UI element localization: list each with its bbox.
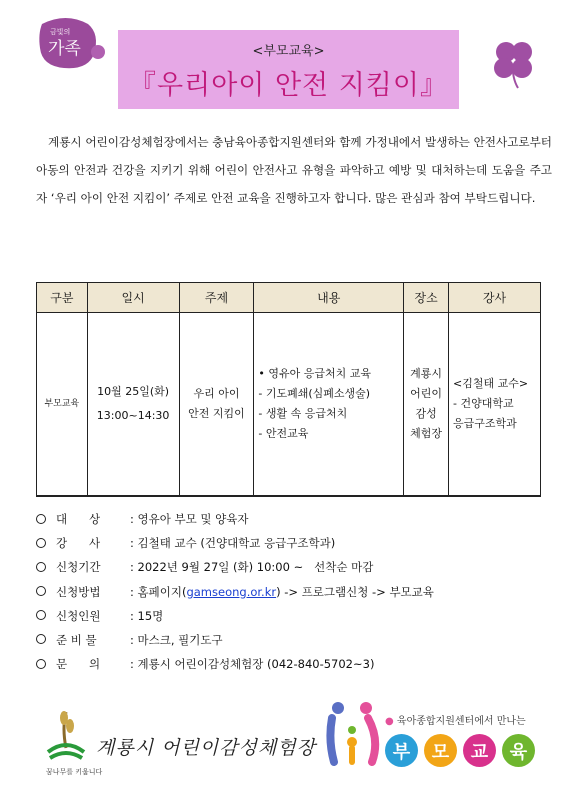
table-header-row	[37, 283, 541, 313]
place-line: 계룡시	[410, 367, 443, 380]
info-label: 신청인원	[56, 608, 101, 623]
info-value: : 김철태 교수 (건양대학교 응급구조학과)	[130, 536, 336, 551]
badge-yuk: 육	[502, 734, 535, 767]
date-text: 10월 25일(화)	[97, 385, 170, 398]
schedule-table	[36, 282, 541, 497]
info-value: : 계룡시 어린이감성체험장 (042-840-5702~3)	[130, 657, 375, 672]
info-label: 문 의	[56, 657, 101, 672]
cell-lecturer	[449, 313, 541, 497]
bullet-circle-icon	[36, 538, 46, 548]
info-value: : 영유아 부모 및 양육자	[130, 512, 249, 526]
title-subtitle: <부모교육>	[252, 44, 325, 59]
sun-icon: ●	[385, 716, 394, 727]
info-list	[36, 507, 434, 676]
content-line: - 기도폐쇄(심폐소생술)	[258, 387, 371, 400]
info-capacity	[36, 604, 434, 628]
info-value: : 2022년 9월 27일 (화) 10:00 ~ 선착순 마감	[130, 560, 374, 575]
intro-text	[36, 128, 552, 212]
intro-paragraph: 계룡시 어린이감성체험장에서는 충남육아종합지원센터와 함께 가정내에서 발생하는 안전사고로부터 아동의 안전과 건강을 지키기 위해 어린이 안전사고 유형을 파악하고 예방 및 대처하는데 도움을 주고자 ‘우리 아이 안전 지킴이’ 주제로 안전 교육을 진행하고자 합니다. 많은 관심과 참여 부탁드립니다.	[36, 135, 552, 205]
bullet-circle-icon	[36, 586, 46, 596]
badge-bu: 부	[385, 734, 418, 767]
info-method	[36, 580, 434, 604]
info-value: : 마스크, 필기도구	[130, 632, 223, 647]
center-slogan: 꿈나무를 키웁니다	[46, 768, 103, 776]
info-lecturer	[36, 531, 434, 555]
header-category: 구분	[37, 283, 88, 313]
footer-banner	[385, 712, 526, 727]
header-content: 내용	[254, 283, 404, 313]
info-contact	[36, 652, 434, 676]
place-line: 체험장	[410, 427, 443, 440]
info-label: 준 비 물	[56, 632, 97, 647]
header-lecturer: 강사	[449, 283, 541, 313]
header-topic: 주제	[179, 283, 254, 313]
family-logo	[36, 14, 110, 72]
content-line: - 생활 속 응급처치	[258, 407, 348, 420]
place-line: 감성	[415, 407, 437, 420]
family-figures-icon	[324, 700, 384, 770]
place-line: 어린이	[410, 387, 443, 400]
svg-text:가족: 가족	[48, 39, 81, 59]
svg-text:금빛의: 금빛의	[50, 28, 71, 36]
parent-education-badges	[385, 734, 535, 767]
info-label: 대 상	[56, 512, 101, 526]
content-line: - 안전교육	[258, 427, 309, 440]
cell-content	[254, 313, 404, 497]
header-place: 장소	[404, 283, 449, 313]
bullet-circle-icon	[36, 634, 46, 644]
table-row	[37, 313, 541, 497]
cell-topic	[179, 313, 254, 497]
cell-category: 부모교육	[37, 313, 88, 497]
info-label: 신청기간	[56, 560, 101, 575]
lecturer-line: - 건양대학교	[453, 397, 514, 410]
bullet-circle-icon	[36, 610, 46, 620]
cell-place	[404, 313, 449, 497]
topic-line: 우리 아이	[193, 387, 240, 400]
header-datetime: 일시	[87, 283, 179, 313]
bullet-circle-icon	[36, 562, 46, 572]
title-banner	[118, 30, 459, 109]
cell-datetime	[87, 313, 179, 497]
footer-banner-text: 육아종합지원센터에서 만나는	[396, 716, 526, 727]
info-target	[36, 507, 434, 531]
center-name: 계룡시 어린이감성체험장	[96, 737, 316, 759]
badge-mo: 모	[424, 734, 457, 767]
info-label: 강 사	[56, 536, 101, 551]
info-value-post: ) -> 프로그램신청 -> 부모교육	[276, 584, 434, 599]
time-text: 13:00~14:30	[96, 409, 170, 422]
info-period	[36, 555, 434, 579]
clover-icon	[488, 38, 538, 90]
info-label: 신청방법	[56, 584, 101, 599]
bullet-circle-icon	[36, 514, 46, 524]
topic-line: 안전 지킴이	[188, 407, 245, 420]
bullet-circle-icon	[36, 659, 46, 669]
content-line: • 영유아 응급처치 교육	[258, 367, 372, 380]
info-value: : 15명	[130, 608, 164, 623]
info-supplies	[36, 628, 434, 652]
badge-gyo: 교	[463, 734, 496, 767]
homepage-link[interactable]: gamseong.or.kr	[186, 584, 277, 599]
lecturer-line: 응급구조학과	[453, 417, 517, 430]
lecturer-line: <김철태 교수>	[453, 377, 529, 390]
info-value-pre: : 홈페이지(	[130, 584, 187, 599]
page-title: 『우리아이 안전 지킴이』	[129, 70, 448, 101]
